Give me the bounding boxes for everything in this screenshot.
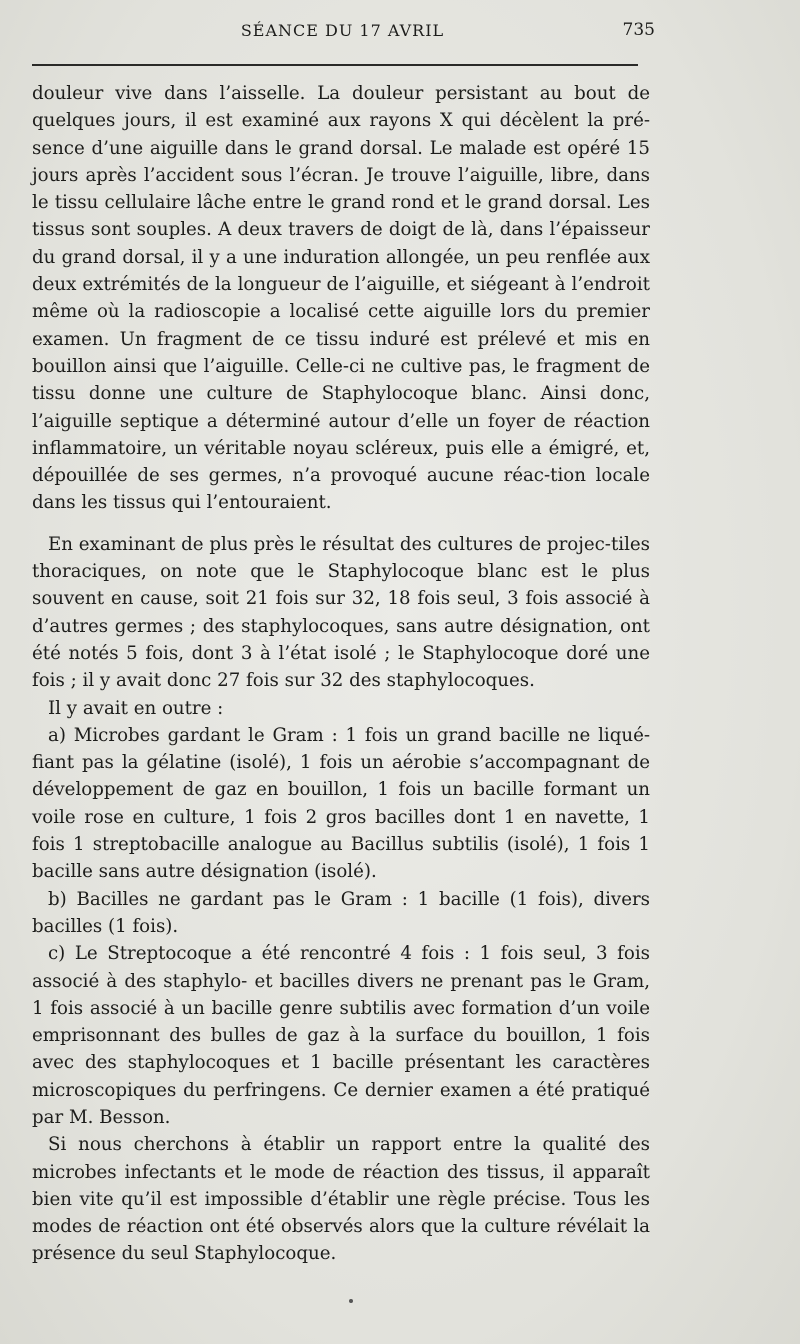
paragraph-in-addition: Il y avait en outre : (48, 697, 224, 719)
body-text (32, 80, 650, 1268)
paragraph-item-b: b) Bacilles ne gardant pas le Gram : 1 bacille (1 fois), divers bacilles (1 fois). (32, 888, 650, 937)
paragraph-case-report: douleur vive dans l’aisselle. La douleur persistant au bout de quelques jours, il est examiné aux rayons X qui décèlent la pré-sence d’une aiguille dans le grand dorsal. Le malade est opéré 15 jours après l’accident sous l’écran. Je trouve l’aiguille, libre, dans le tissu cellulaire lâche entre le grand rond et le grand dorsal. Les tissus sont souples. A deux travers de doigt de là, dans l’épaisseur du grand dorsal, il y a une induration allongée, un peu renflée aux deux extrémités de la longueur de l’aiguille, et siégeant à l’endroit même où la radioscopie a localisé cette aiguille lors du premier examen. Un fragment de ce tissu induré est prélevé et mis en bouillon ainsi que l’aiguille. Celle-ci ne cultive pas, le fragment de tissu donne une culture de Staphylocoque blanc. Ainsi donc, l’aiguille septique a déterminé autour d’elle un foyer de réaction inflammatoire, un véritable noyau scléreux, puis elle a émigré, et, dépouillée de ses germes, n’a provoqué aucune réac-tion locale dans les tissus qui l’entouraient. (32, 83, 650, 514)
paragraph-item-c: c) Le Streptocoque a été rencontré 4 fois : 1 fois seul, 3 fois associé à des staphylo- et bacilles divers ne prenant pas le Gram, 1 fois associé à un bacille genre subtilis avec formation d’un voile emprisonnant des bulles de gaz à la surface du bouillon, 1 fois avec des staphylocoques et 1 bacille présentant les caractères microscopiques du perfringens. Ce dernier examen a été pratiqué par M. Besson. (32, 943, 650, 1128)
paragraph-item-a: a) Microbes gardant le Gram : 1 fois un grand bacille ne liqué-fiant pas la gélatine (isolé), 1 fois un aérobie s’accompagnant de développement de gaz en bouillon, 1 fois un bacille formant un voile rose en culture, 1 fois 2 gros bacilles dont 1 en navette, 1 fois 1 streptobacille analogue au Bacillus subtilis (isolé), 1 fois 1 bacille sans autre désignation (isolé). (32, 724, 650, 883)
paragraph-culture-results: En examinant de plus près le résultat des cultures de projec-tiles thoraciques, on note que le Staphylocoque blanc est le plus souvent en cause, soit 21 fois sur 32, 18 fois seul, 3 fois associé à d’autres germes ; des staphylocoques, sans autre désignation, ont été notés 5 fois, dont 3 à l’état isolé ; le Staphylocoque doré une fois ; il y avait donc 27 fois sur 32 des staphylocoques. (32, 533, 650, 692)
paragraph-conclusion: Si nous cherchons à établir un rapport entre la qualité des microbes infectants et le mode de réaction des tissus, il apparaît bien vite qu’il est impossible d’établir une règle précise. Tous les modes de réaction ont été observés alors que la culture révélait la présence du seul Staphylocoque. (32, 1134, 650, 1265)
header-rule (32, 64, 638, 66)
running-title: SÉANCE DU 17 AVRIL (240, 21, 445, 40)
running-header (30, 18, 655, 48)
page-speck (349, 1299, 353, 1303)
page-number: 735 (622, 20, 655, 40)
